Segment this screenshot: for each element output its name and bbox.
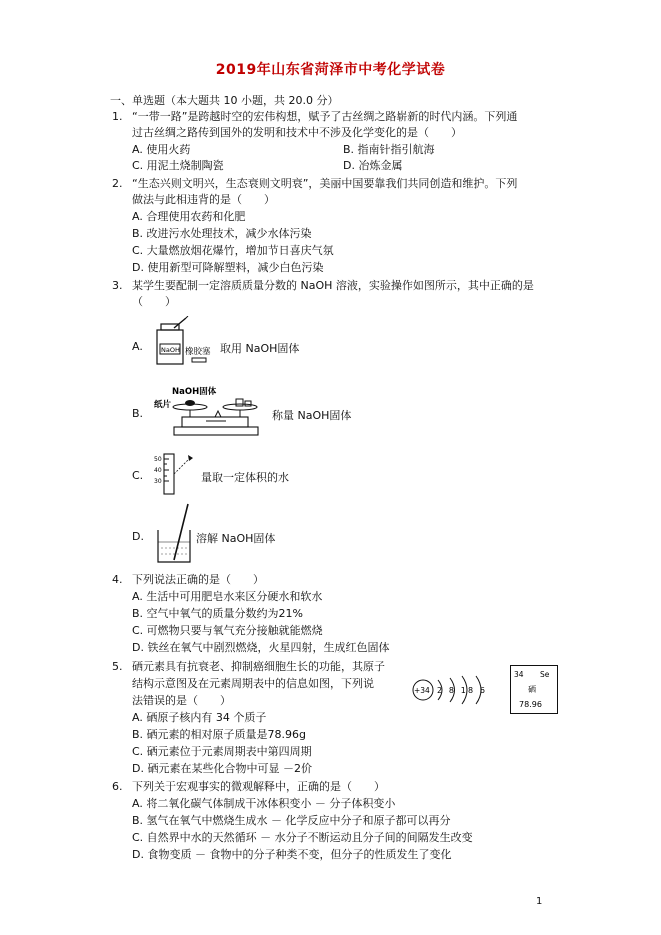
q5-stem-line-1: 硒元素具有抗衰老、抑制癌细胞生长的功能，其原子: [132, 660, 385, 673]
q1-stem-line-2: 过古丝绸之路传到国外的发明和技术中不涉及化学变化的是（ ）: [132, 126, 462, 139]
page-number: 1: [536, 896, 543, 907]
q1-stem-line-1: “一带一路”是跨越时空的宏伟构想，赋予了古丝绸之路崭新的时代内涵。下列通: [132, 110, 518, 123]
q1-option-d: D. 冶炼金属: [343, 159, 403, 172]
atomic-mass: 78.96: [519, 700, 542, 709]
section-heading: 一、单选题（本大题共 10 小题，共 20.0 分）: [110, 94, 339, 107]
beaker-figure: [152, 500, 198, 566]
q3-fig-d-caption: 溶解 NaOH固体: [196, 532, 276, 545]
q3-stem-line-1: 某学生要配制一定溶质质量分数的 NaOH 溶液，实验操作如图所示，其中正确的是: [132, 279, 534, 292]
q5-option-c: C. 硒元素位于元素周期表中第四周期: [132, 745, 312, 758]
q5-number: 5.: [112, 660, 123, 673]
q6-option-a: A. 将二氧化碳气体制成干冰体积变小 － 分子体积变小: [132, 797, 396, 810]
q1-option-b: B. 指南针指引航海: [343, 143, 435, 156]
q6-number: 6.: [112, 780, 123, 793]
cylinder-tick-40: 40: [154, 467, 162, 474]
q5-option-b: B. 硒元素的相对原子质量是78.96g: [132, 728, 307, 741]
q4-number: 4.: [112, 573, 123, 586]
graduated-cylinder-figure: [152, 450, 198, 496]
q2-option-a: A. 合理使用农药和化肥: [132, 210, 246, 223]
q4-option-c: C. 可燃物只要与氧气充分接触就能燃烧: [132, 624, 323, 637]
q4-option-d: D. 铁丝在氧气中剧烈燃烧，火星四射，生成红色固体: [132, 641, 390, 654]
nucleus-charge: +34: [414, 686, 430, 695]
naoh-solid-label: NaOH固体: [172, 387, 217, 397]
balance-figure: [152, 383, 270, 441]
q3-fig-b-label: B.: [132, 407, 144, 420]
q3-number: 3.: [112, 279, 123, 292]
q6-stem-line-1: 下列关于宏观事实的微观解释中，正确的是（ ）: [132, 780, 385, 793]
q6-option-d: D. 食物变质 － 食物中的分子种类不变，但分子的性质发生了变化: [132, 848, 452, 861]
q1-number: 1.: [112, 110, 123, 123]
q2-option-d: D. 使用新型可降解塑料，减少白色污染: [132, 261, 324, 274]
q4-stem-line-1: 下列说法正确的是（ ）: [132, 573, 264, 586]
q5-stem-line-3: 法错误的是（ ）: [132, 694, 231, 707]
q4-option-a: A. 生活中可用肥皂水来区分硬水和软水: [132, 590, 323, 603]
bottle-label: NaOH: [161, 346, 180, 354]
q3-fig-c-caption: 量取一定体积的水: [201, 471, 289, 484]
cylinder-tick-30: 30: [154, 478, 162, 485]
exam-title: 2019年山东省菏泽市中考化学试卷: [215, 62, 446, 78]
q3-fig-c-label: C.: [132, 469, 144, 482]
selenium-atom-diagram: [410, 670, 506, 710]
q5-option-a: A. 硒原子核内有 34 个质子: [132, 711, 267, 724]
q1-option-c: C. 用泥土烧制陶瓷: [132, 159, 224, 172]
q2-stem-line-2: 做法与此相违背的是（ ）: [132, 193, 275, 206]
q3-fig-b-caption: 称量 NaOH固体: [272, 409, 352, 422]
q3-stem-line-2: （ ）: [132, 295, 176, 308]
q1-option-a: A. 使用火药: [132, 143, 191, 156]
electron-shells: 2 8 18 6: [437, 686, 485, 695]
cylinder-tick-50: 50: [154, 456, 162, 463]
q2-stem-line-1: “生态兴则文明兴，生态衰则文明衰”，美丽中国要靠我们共同创造和维护。下列: [132, 177, 518, 190]
element-symbol: Se: [540, 670, 550, 679]
atomic-number: 34: [514, 670, 524, 679]
element-name: 硒: [528, 685, 536, 694]
q2-option-b: B. 改进污水处理技术，减少水体污染: [132, 227, 312, 240]
q6-option-c: C. 自然界中水的天然循环 － 水分子不断运动且分子间的间隔发生改变: [132, 831, 473, 844]
q4-option-b: B. 空气中氧气的质量分数约为21%: [132, 607, 303, 620]
q5-option-d: D. 硒元素在某些化合物中可显 －2价: [132, 762, 312, 775]
periodic-cell: [510, 665, 558, 715]
q2-option-c: C. 大量燃放烟花爆竹，增加节日喜庆气氛: [132, 244, 334, 257]
q3-fig-d-label: D.: [132, 530, 144, 543]
paper-label: 纸片: [154, 400, 172, 410]
q5-stem-line-2: 结构示意图及在元素周期表中的信息如图，下列说: [132, 677, 374, 690]
q2-number: 2.: [112, 177, 123, 190]
q6-option-b: B. 氢气在氧气中燃烧生成水 － 化学反应中分子和原子都可以再分: [132, 814, 451, 827]
q3-fig-a-label: A.: [132, 340, 143, 353]
reagent-bottle-figure: [152, 316, 218, 368]
stopper-label: 橡胶塞: [185, 347, 211, 357]
q3-fig-a-caption: 取用 NaOH固体: [220, 342, 300, 355]
